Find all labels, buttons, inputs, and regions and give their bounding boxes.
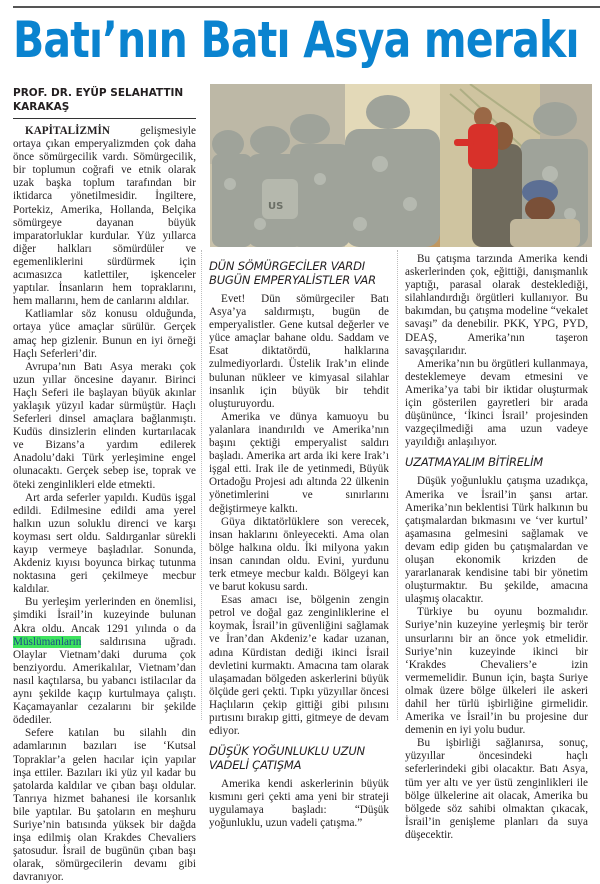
paragraph-text: Bu yerleşim yerlerinden en önemlisi, şimdiki İsrail’in kuzeyinde bulunan Akra oldu. Ancak 1291 yılında o da [13,596,196,635]
article-photo [210,84,592,247]
subheading-dun-somurgeciler: DÜN SÖMÜRGECİLER VARDI BUGÜN EMPERYALİSTLER VAR [209,259,376,287]
paragraph: Bu çatışma tarzında Amerika kendi askerlerinden çok, eğittiği, danışmanlık yaptığı, parasal olarak desteklediği, silahlandırdığı örgütleri kullanıyor. Bu bakımdan, bu çatışma modeline “vekalet savaşı” da denebilir. PKK, YPG, PYD, DEAŞ, Amerika’nın taşeron savaşçılarıdır. [405,253,588,357]
paragraph: Avrupa’nın Batı Asya merakı çok uzun yıllar öncesine dayanır. Birinci Haçlı Seferi ile başlayan büyük akınlar yaklaşık yüzyıl kadar sürmüştür. Haçlı Seferleri dinsel amaçlara bağlanmıştı. Kudüs dinsizlerin elinden kurtarılacak ve Bizans’a yardım edilerek Anadolu’daki Türk yerleşimine engel olunacaktı. Gerçek sebep ise, toprak ve öteki zenginlikleri elde etmekti. [13,360,196,491]
highlighted-word: Müslümanların [13,635,82,648]
paragraph: Amerika kendi askerlerinin büyük kısmını geri çekti ama yeni bir strateji uygulamaya başladı: “Düşük yoğunluklu, uzun vadeli çatışma.” [209,778,389,830]
paragraph: Evet! Dün sömürgeciler Batı Asya’ya saldırmıştı, bugün de emperyalistler. Gene kutsal değerler ve yüce amaçlar bahane oldu. Saddam ve Esat diktatördü, halklarına zulmediyorlardı. Üstelik Irak’ın elinde bulunan nükleer ve kimyasal silahlar insanlık için büyük bir tehdit oluşturuyordu. [209,293,389,410]
paragraph [13,596,196,727]
subheading-dusuk-yogunluklu: DÜŞÜK YOĞUNLUKLU UZUN VADELİ ÇATIŞMA [209,744,365,773]
column-3 [405,253,588,842]
paragraph: Esas amacı ise, bölgenin zengin petrol ve doğal gaz zenginliklerine el koymak, İsrail’in güvenliğini sağlamak ve İran’dan Akdeniz’e kadar uzanan, adına Kürdistan dediği ikinci İsrail devletini kurmaktı. Amacına tam olarak ulaşamadan bölgeden askerlerini büyük ölçüde geri çekti. Tıpkı yüzyıllar öncesi Haçlıların çekip gittiği gibi pılısını pırtısını bırakıp gitti, gitmeye de devam ediyor. [209,594,389,738]
paragraph: Art arda seferler yapıldı. Kudüs işgal edildi. Edilmesine edildi ama yerel halkın uzun soluklu direnci ve karşı koyması sert oldu. Saldırganlar sürekli kayıp vermeye başladılar. Sonunda, Akdeniz kıyısı boyunca birkaç tutunma noktasına geri çekilmeye mecbur kaldılar. [13,491,196,596]
subheading-uzatmayalim: UZATMAYALIM BİTİRELİM [405,455,543,470]
paragraph: Düşük yoğunluklu çatışma uzadıkça, Amerika ve İsrail’in şansı artar. Amerika’nın beklentisi Türk halkının bu çatışmalardan bıkmasını ve ‘ver kurtul’ aşamasına gelmesini sağlamak ve devam edip giden bu çatışmalardan ve oluşan ekonomik krizden de yararlanarak kendisine tabi bir yönetim oluşturmaktır. Bu şekilde, amacına ulaşmış olacaktır. [405,475,588,606]
headline: Batı’nın Batı Asya merakı [13,11,579,69]
column-2 [209,257,389,831]
paragraph: Türkiye bu oyunu bozmalıdır. Suriye’nin kuzeyine yerleşmiş bir terör unsurlarını bir an önce yok etmelidir. Suriye’nin kuzeyinde ikinci bir ‘Krakdes Chevaliers’e izin vermemelidir. Bunun için, başta Suriye olmak üzere bölge ülkeleri ile askeri dahil her türlü işbirliğine girmelidir. Amerika ve İsrail’in bu projesine dur demenin en iyi yolu budur. [405,606,588,737]
paragraph-text: saldırısına uğradı. Olaylar Vietnam’daki duruma çok benziyordu. Amerikalılar, Vietnam’dan nasıl kaçtılarsa, bu yabancı istilacılar da aynı şekilde kaçıp kurtulmaya çalıştı. Kaçamayanlar cezalarını bir şekilde ödediler. [13,635,196,727]
column-1 [13,86,196,884]
paragraph: Amerika’nın bu örgütleri kullanmaya, desteklemeye devam etmesini ve Amerika’ya tabi bir iktidar oluşturmak için gösterilen gayretleri bir arada düşününce, ‘İkinci İsrail’ projesinden vazgeçilmediği ama uzun vadeye yayıldığı anlaşılıyor. [405,357,588,449]
paragraph: Güya diktatörlüklere son verecek, insan haklarını önleyecekti. Ama olan bölge halkına oldu. İki milyona yakın insan canından oldu. Evini, yurdunu terk etmeye mecbur kaldı. Bölgeyi kan ve barut kokusu sardı. [209,515,389,594]
paragraph: Bu işbirliği sağlanırsa, sonuç, yüzyıllar öncesindeki haçlı seferlerindeki gibi olacaktır. Batı Asya, tüm yer altı ve yer üstü zenginlikleri ile bölge ülkelerine ait olacak, Amerika bu bölgede söz sahibi olmaktan çıkacak, İsrail’in genişleme planları da suya düşecektir. [405,737,588,841]
lead-word: KAPİTALİZMİN [25,125,110,137]
top-rule [13,6,600,8]
paragraph: Amerika ve dünya kamuoyu bu yalanlara inandırıldı ve Amerika’nın başını çektiği emperyalist saldırı başladı. Amerika art arda iki kere Irak’ı işgal etti. Irak ile de yetinmedi, Büyük Ortadoğu Projesi adı altında 22 ülkenin yönetimlerini ve sınırlarını değiştirmeye kalktı. [209,410,389,515]
paragraph: Sefere katılan bu silahlı din adamlarının bazıları ise ‘Kutsal Topraklar’a gelen hacılar için yapılar inşa ettiler. Bazıları iki yüz yıl kadar bu şatolarda kaldılar ve çıban başı oldular. Tanrıya hizmet bahanesi ile korsanlık bile yaptılar. Bu şatoların en meşhuru Suriye’nin batısında yüksek bir dağda inşa edilmiş olan Krakdes Chevaliers şatosudur. İsrail de bugünün çıban başı olarak, sömürgecilerin devamı gibi davranıyor. [13,727,196,884]
svg-text:US: US [268,201,284,212]
column-divider [201,250,202,720]
paragraph: Katliamlar söz konusu olduğunda, ortaya yüce amaçlar sürülür. Gerçek amaç hep gizlenir. Bunun en iyi örneği Haçlı Seferleri’dir. [13,308,196,360]
paragraph [13,125,196,308]
column-divider [397,250,398,720]
soldiers-photo-illustration [210,84,592,247]
paragraph-text: gelişmesiyle ortaya çıkan emperyalizmden çok daha önce sömürgecilik vardı. Sömürgecilik, bir toplumun coğrafi ve etnik olarak uzak başka toplum tarafından bir iktidarca yönetilmesidir. İngiltere, Portekiz, Amerika, Hollanda, Belçika sömürgeye dayanan büyük imparatorluklar kurdular. Yüz yıllarca diğer halkları sömürdüler ve egemenliklerini sürdürmek için acımasızca katlettiler, işkenceler yaptılar. İnsanların hem topraklarını, hem mallarını, hem de canlarını aldılar. [13,125,196,308]
author-byline: PROF. DR. EYÜP SELAHATTIN KARAKAŞ [13,86,196,119]
